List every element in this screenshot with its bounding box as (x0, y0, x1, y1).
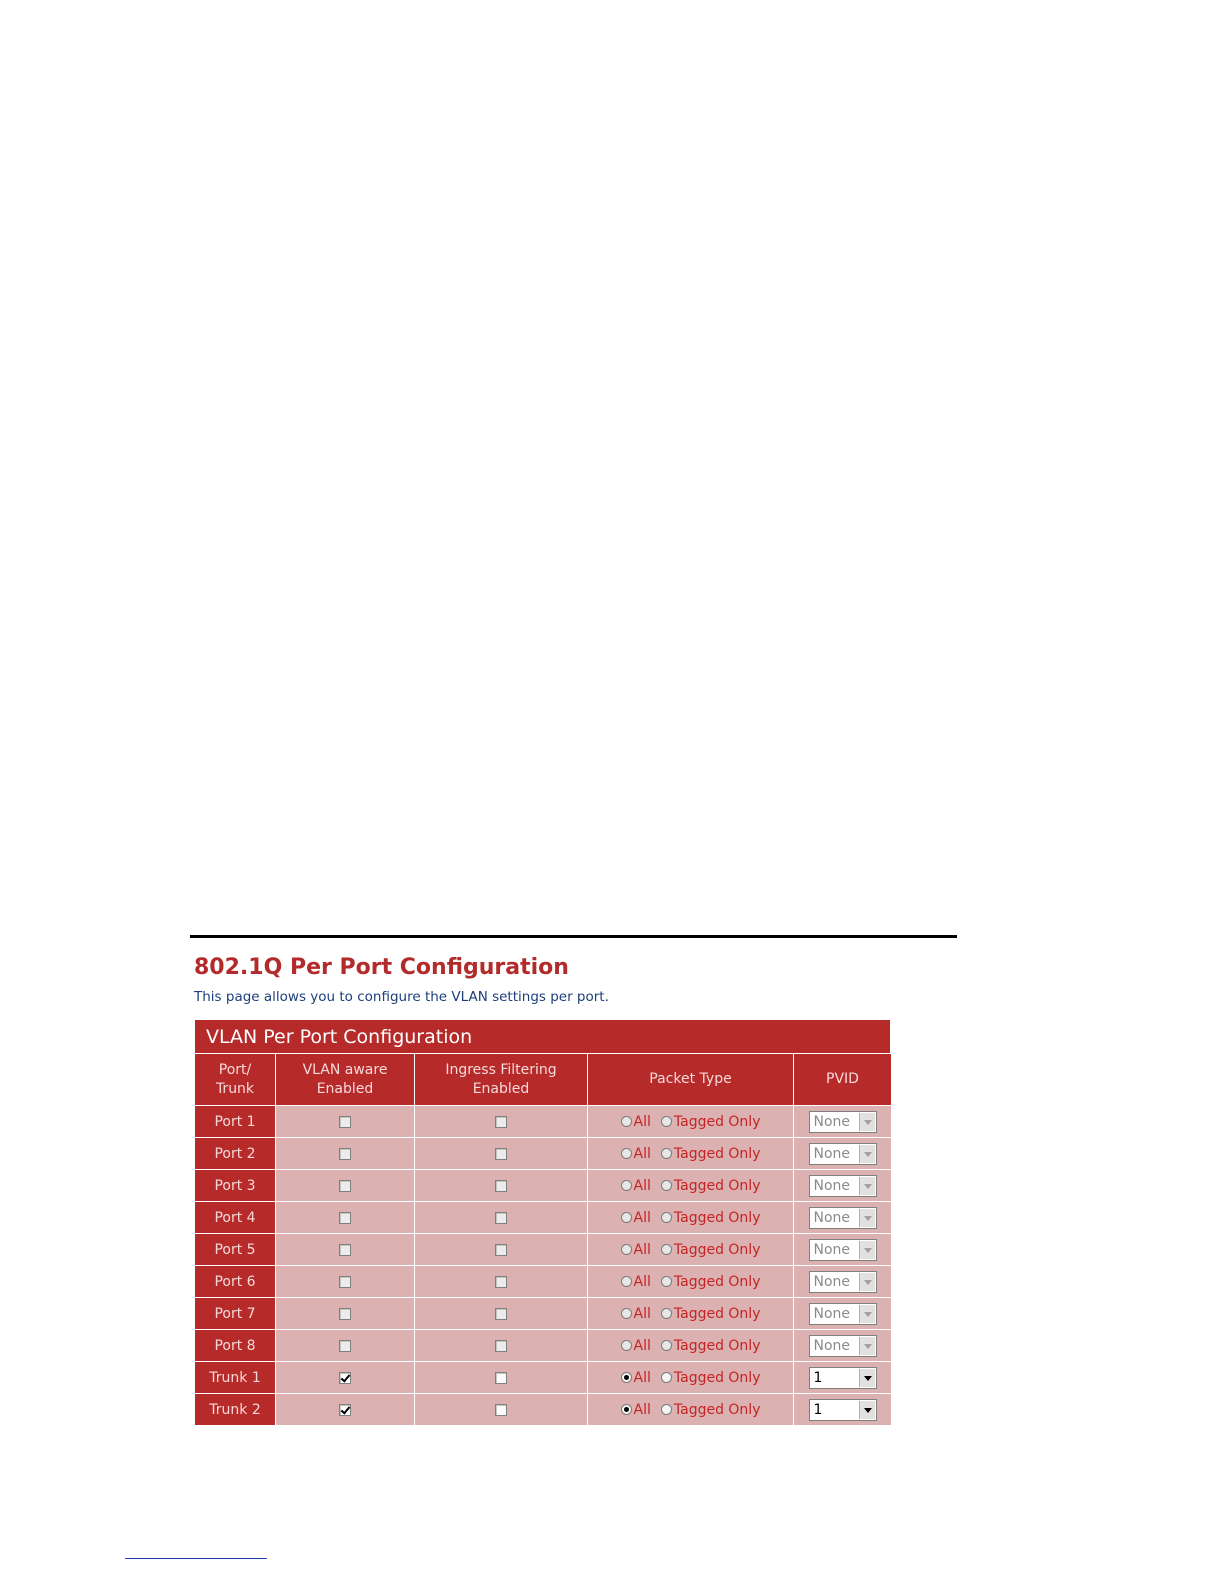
pvid-cell (794, 1394, 892, 1426)
ingress-filtering-cell (415, 1106, 588, 1138)
pvid-cell (794, 1234, 892, 1266)
pvid-value: None (813, 1241, 851, 1258)
packet-type-option-tagged[interactable] (661, 1114, 761, 1130)
packet-type-all-label: All (633, 1145, 651, 1162)
packet-type-option-all[interactable] (621, 1210, 651, 1226)
packet-type-tagged-radio[interactable] (661, 1404, 672, 1415)
pvid-cell (794, 1298, 892, 1330)
packet-type-all-radio[interactable] (621, 1180, 632, 1191)
vlan-aware-cell (276, 1170, 415, 1202)
packet-type-tagged-label: Tagged Only (673, 1177, 761, 1194)
ingress-filtering-cell (415, 1266, 588, 1298)
pvid-cell (794, 1266, 892, 1298)
column-header-port: Port/ Trunk (195, 1054, 276, 1106)
pvid-value: None (813, 1273, 851, 1290)
pvid-select[interactable] (809, 1239, 877, 1261)
vlan-aware-cell (276, 1234, 415, 1266)
port-name: Trunk 1 (195, 1362, 276, 1394)
packet-type-tagged-radio[interactable] (661, 1276, 672, 1287)
chevron-down-icon[interactable] (859, 1401, 875, 1419)
pvid-value: None (813, 1209, 851, 1226)
packet-type-tagged-radio[interactable] (661, 1148, 672, 1159)
pvid-value: None (813, 1305, 851, 1322)
ingress-filtering-checkbox[interactable] (495, 1244, 507, 1256)
vlan-per-port-panel (194, 1019, 891, 1426)
packet-type-all-radio[interactable] (621, 1148, 632, 1159)
packet-type-tagged-radio[interactable] (661, 1340, 672, 1351)
packet-type-all-label: All (633, 1177, 651, 1194)
packet-type-all-radio[interactable] (621, 1212, 632, 1223)
packet-type-cell (588, 1266, 794, 1298)
packet-type-tagged-label: Tagged Only (673, 1273, 761, 1290)
packet-type-option-tagged[interactable] (661, 1306, 761, 1322)
ingress-filtering-checkbox[interactable] (495, 1404, 507, 1416)
vlan-aware-checkbox[interactable] (339, 1308, 351, 1320)
ingress-filtering-checkbox[interactable] (495, 1148, 507, 1160)
packet-type-option-all[interactable] (621, 1370, 651, 1386)
packet-type-option-tagged[interactable] (661, 1402, 761, 1418)
packet-type-all-label: All (633, 1241, 651, 1258)
pvid-value: 1 (813, 1401, 823, 1418)
packet-type-all-radio[interactable] (621, 1404, 632, 1415)
vlan-aware-cell (276, 1138, 415, 1170)
footnote-divider (125, 1558, 267, 1559)
column-header-packet-type: Packet Type (588, 1054, 794, 1106)
packet-type-tagged-label: Tagged Only (673, 1145, 761, 1162)
ingress-filtering-checkbox[interactable] (495, 1180, 507, 1192)
ingress-filtering-checkbox[interactable] (495, 1212, 507, 1224)
pvid-cell (794, 1330, 892, 1362)
ingress-filtering-cell (415, 1298, 588, 1330)
table-row (195, 1362, 892, 1394)
ingress-filtering-cell (415, 1394, 588, 1426)
packet-type-all-radio[interactable] (621, 1116, 632, 1127)
chevron-down-icon[interactable] (859, 1337, 875, 1355)
ingress-filtering-cell (415, 1202, 588, 1234)
packet-type-option-tagged[interactable] (661, 1274, 761, 1290)
column-header-ingress-filtering: Ingress Filtering Enabled (415, 1054, 588, 1106)
chevron-down-icon[interactable] (859, 1241, 875, 1259)
vlan-aware-cell (276, 1202, 415, 1234)
packet-type-cell (588, 1362, 794, 1394)
vlan-aware-cell (276, 1106, 415, 1138)
packet-type-all-radio[interactable] (621, 1276, 632, 1287)
packet-type-tagged-label: Tagged Only (673, 1241, 761, 1258)
packet-type-option-all[interactable] (621, 1242, 651, 1258)
pvid-select[interactable] (809, 1399, 877, 1421)
table-header-row (195, 1054, 892, 1106)
port-name: Port 5 (195, 1234, 276, 1266)
packet-type-option-all[interactable] (621, 1114, 651, 1130)
chevron-down-icon[interactable] (859, 1369, 875, 1387)
packet-type-option-tagged[interactable] (661, 1210, 761, 1226)
packet-type-option-all[interactable] (621, 1146, 651, 1162)
packet-type-tagged-label: Tagged Only (673, 1113, 761, 1130)
packet-type-tagged-radio[interactable] (661, 1372, 672, 1383)
packet-type-option-all[interactable] (621, 1402, 651, 1418)
packet-type-all-label: All (633, 1209, 651, 1226)
packet-type-tagged-label: Tagged Only (673, 1209, 761, 1226)
packet-type-cell (588, 1330, 794, 1362)
chevron-down-icon[interactable] (859, 1113, 875, 1131)
pvid-value: 1 (813, 1369, 823, 1386)
table-row (195, 1170, 892, 1202)
packet-type-option-all[interactable] (621, 1274, 651, 1290)
pvid-value: None (813, 1113, 851, 1130)
packet-type-tagged-label: Tagged Only (673, 1369, 761, 1386)
packet-type-all-label: All (633, 1337, 651, 1354)
vlan-aware-checkbox[interactable] (339, 1340, 351, 1352)
port-name: Port 7 (195, 1298, 276, 1330)
vlan-aware-checkbox[interactable] (339, 1148, 351, 1160)
top-divider (190, 935, 957, 938)
packet-type-all-radio[interactable] (621, 1244, 632, 1255)
table-row (195, 1234, 892, 1266)
packet-type-tagged-radio[interactable] (661, 1244, 672, 1255)
pvid-cell (794, 1138, 892, 1170)
packet-type-all-label: All (633, 1369, 651, 1386)
ingress-filtering-checkbox[interactable] (495, 1116, 507, 1128)
pvid-select[interactable] (809, 1207, 877, 1229)
packet-type-option-all[interactable] (621, 1338, 651, 1354)
packet-type-cell (588, 1394, 794, 1426)
packet-type-tagged-radio[interactable] (661, 1308, 672, 1319)
packet-type-all-label: All (633, 1273, 651, 1290)
packet-type-cell (588, 1138, 794, 1170)
column-header-vlan-aware: VLAN aware Enabled (276, 1054, 415, 1106)
chevron-down-icon[interactable] (859, 1177, 875, 1195)
ingress-filtering-checkbox[interactable] (495, 1276, 507, 1288)
ingress-filtering-cell (415, 1362, 588, 1394)
table-row (195, 1298, 892, 1330)
packet-type-option-tagged[interactable] (661, 1178, 761, 1194)
packet-type-tagged-radio[interactable] (661, 1116, 672, 1127)
vlan-aware-cell (276, 1330, 415, 1362)
vlan-aware-checkbox[interactable] (339, 1212, 351, 1224)
packet-type-cell (588, 1202, 794, 1234)
pvid-cell (794, 1106, 892, 1138)
packet-type-tagged-label: Tagged Only (673, 1337, 761, 1354)
ingress-filtering-cell (415, 1234, 588, 1266)
pvid-select[interactable] (809, 1111, 877, 1133)
packet-type-cell (588, 1106, 794, 1138)
chevron-down-icon[interactable] (859, 1305, 875, 1323)
pvid-cell (794, 1202, 892, 1234)
port-name: Port 3 (195, 1170, 276, 1202)
packet-type-all-radio[interactable] (621, 1340, 632, 1351)
chevron-down-icon[interactable] (859, 1145, 875, 1163)
packet-type-option-tagged[interactable] (661, 1242, 761, 1258)
port-name: Port 1 (195, 1106, 276, 1138)
vlan-aware-cell (276, 1362, 415, 1394)
table-row (195, 1266, 892, 1298)
table-row (195, 1138, 892, 1170)
packet-type-option-tagged[interactable] (661, 1370, 761, 1386)
vlan-aware-checkbox[interactable] (339, 1244, 351, 1256)
ingress-filtering-checkbox[interactable] (495, 1308, 507, 1320)
chevron-down-icon[interactable] (859, 1273, 875, 1291)
packet-type-cell (588, 1170, 794, 1202)
packet-type-tagged-radio[interactable] (661, 1180, 672, 1191)
packet-type-cell (588, 1234, 794, 1266)
packet-type-tagged-label: Tagged Only (673, 1401, 761, 1418)
vlan-aware-checkbox[interactable] (339, 1372, 351, 1384)
pvid-select[interactable] (809, 1143, 877, 1165)
packet-type-all-radio[interactable] (621, 1372, 632, 1383)
port-name: Trunk 2 (195, 1394, 276, 1426)
pvid-cell (794, 1170, 892, 1202)
packet-type-cell (588, 1298, 794, 1330)
column-header-pvid: PVID (794, 1054, 892, 1106)
pvid-select[interactable] (809, 1271, 877, 1293)
packet-type-all-radio[interactable] (621, 1308, 632, 1319)
port-name: Port 4 (195, 1202, 276, 1234)
packet-type-tagged-radio[interactable] (661, 1212, 672, 1223)
table-row (195, 1202, 892, 1234)
ingress-filtering-cell (415, 1330, 588, 1362)
pvid-value: None (813, 1337, 851, 1354)
packet-type-option-tagged[interactable] (661, 1338, 761, 1354)
pvid-select[interactable] (809, 1335, 877, 1357)
ingress-filtering-checkbox[interactable] (495, 1340, 507, 1352)
vlan-aware-cell (276, 1266, 415, 1298)
vlan-aware-checkbox[interactable] (339, 1276, 351, 1288)
port-name: Port 6 (195, 1266, 276, 1298)
vlan-aware-cell (276, 1394, 415, 1426)
pvid-cell (794, 1362, 892, 1394)
packet-type-option-all[interactable] (621, 1306, 651, 1322)
pvid-select[interactable] (809, 1367, 877, 1389)
panel-title: VLAN Per Port Configuration (194, 1019, 891, 1053)
vlan-aware-checkbox[interactable] (339, 1404, 351, 1416)
pvid-select[interactable] (809, 1175, 877, 1197)
table-row (195, 1106, 892, 1138)
chevron-down-icon[interactable] (859, 1209, 875, 1227)
port-name: Port 8 (195, 1330, 276, 1362)
vlan-config-table (194, 1053, 892, 1426)
vlan-aware-checkbox[interactable] (339, 1116, 351, 1128)
ingress-filtering-cell (415, 1138, 588, 1170)
pvid-value: None (813, 1177, 851, 1194)
table-row (195, 1394, 892, 1426)
table-row (195, 1330, 892, 1362)
pvid-value: None (813, 1145, 851, 1162)
packet-type-tagged-label: Tagged Only (673, 1305, 761, 1322)
page-description: This page allows you to configure the VLAN settings per port. (194, 989, 609, 1005)
port-name: Port 2 (195, 1138, 276, 1170)
ingress-filtering-cell (415, 1170, 588, 1202)
packet-type-all-label: All (633, 1305, 651, 1322)
packet-type-all-label: All (633, 1401, 651, 1418)
page-title: 802.1Q Per Port Configuration (194, 955, 569, 980)
packet-type-option-all[interactable] (621, 1178, 651, 1194)
vlan-aware-cell (276, 1298, 415, 1330)
ingress-filtering-checkbox[interactable] (495, 1372, 507, 1384)
packet-type-option-tagged[interactable] (661, 1146, 761, 1162)
packet-type-all-label: All (633, 1113, 651, 1130)
vlan-aware-checkbox[interactable] (339, 1180, 351, 1192)
pvid-select[interactable] (809, 1303, 877, 1325)
